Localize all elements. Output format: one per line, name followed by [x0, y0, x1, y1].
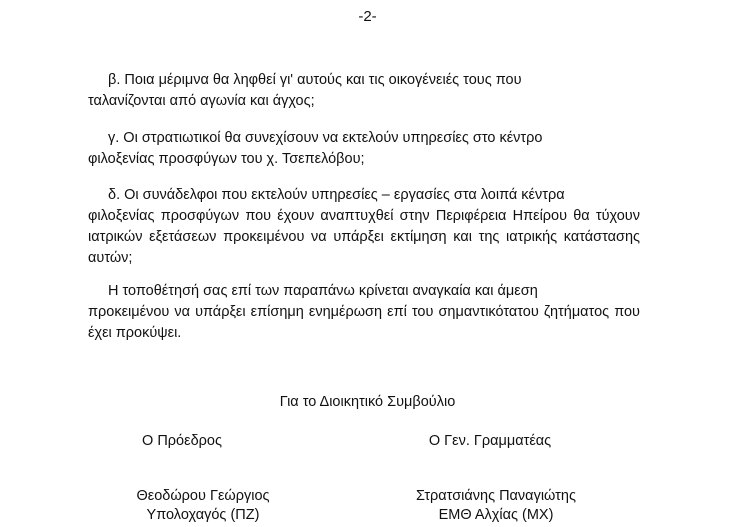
- paragraph-conclusion: [88, 281, 640, 344]
- closing-line: Για το Διοικητικό Συμβούλιο: [279, 394, 456, 410]
- signatory-right-name: Στρατσιάνης Παναγιώτης: [416, 488, 576, 504]
- signatory-right-rank: ΕΜΘ Αλχίας (ΜΧ): [438, 507, 554, 523]
- paragraph-d-first-line: δ. Οι συνάδελφοι που εκτελούν υπηρεσίες – εργασίες στα λοιπά κέντρα: [108, 187, 565, 203]
- paragraph-g: [88, 128, 640, 170]
- signatory-right-title: Ο Γεν. Γραμματέας: [428, 433, 552, 449]
- paragraph-b-first-line: β. Ποια μέριμνα θα ληφθεί γι' αυτούς και τις οικογένειές τους που: [108, 72, 522, 88]
- page-number: -2-: [358, 8, 377, 25]
- signatory-left-title: Ο Πρόεδρος: [142, 433, 222, 449]
- paragraph-b-rest: ταλανίζονται από αγωνία και άγχος;: [88, 93, 315, 109]
- signatory-left-name: Θεοδώρου Γεώργιος: [136, 488, 270, 504]
- signatory-right-block: [396, 487, 596, 525]
- signatory-left-rank: Υπολοχαγός (ΠΖ): [146, 507, 260, 523]
- paragraph-g-first-line: γ. Οι στρατιωτικοί θα συνεχίσουν να εκτελούν υπηρεσίες στο κέντρο: [108, 130, 543, 146]
- paragraph-conclusion-first-line: Η τοποθέτησή σας επί των παραπάνω κρίνεται αναγκαία και άμεση: [108, 283, 538, 299]
- paragraph-g-rest: φιλοξενίας προσφύγων του χ. Τσεπελόβου;: [88, 151, 365, 167]
- paragraph-d-rest: φιλοξενίας προσφύγων που έχουν αναπτυχθεί στην Περιφέρεια Ηπείρου θα τύχουν ιατρικών εξετάσεων προκειμένου να υπάρξει εκτίμηση και της ιατρικής κατάστασης αυτών;: [88, 208, 640, 266]
- signatory-left-block: [118, 487, 288, 525]
- paragraph-d: [88, 185, 640, 269]
- paragraph-conclusion-rest: προκειμένου να υπάρξει επίσημη ενημέρωση επί του σημαντικότατου ζητήματος που έχει προκύψει.: [88, 304, 640, 341]
- paragraph-b: [88, 70, 640, 112]
